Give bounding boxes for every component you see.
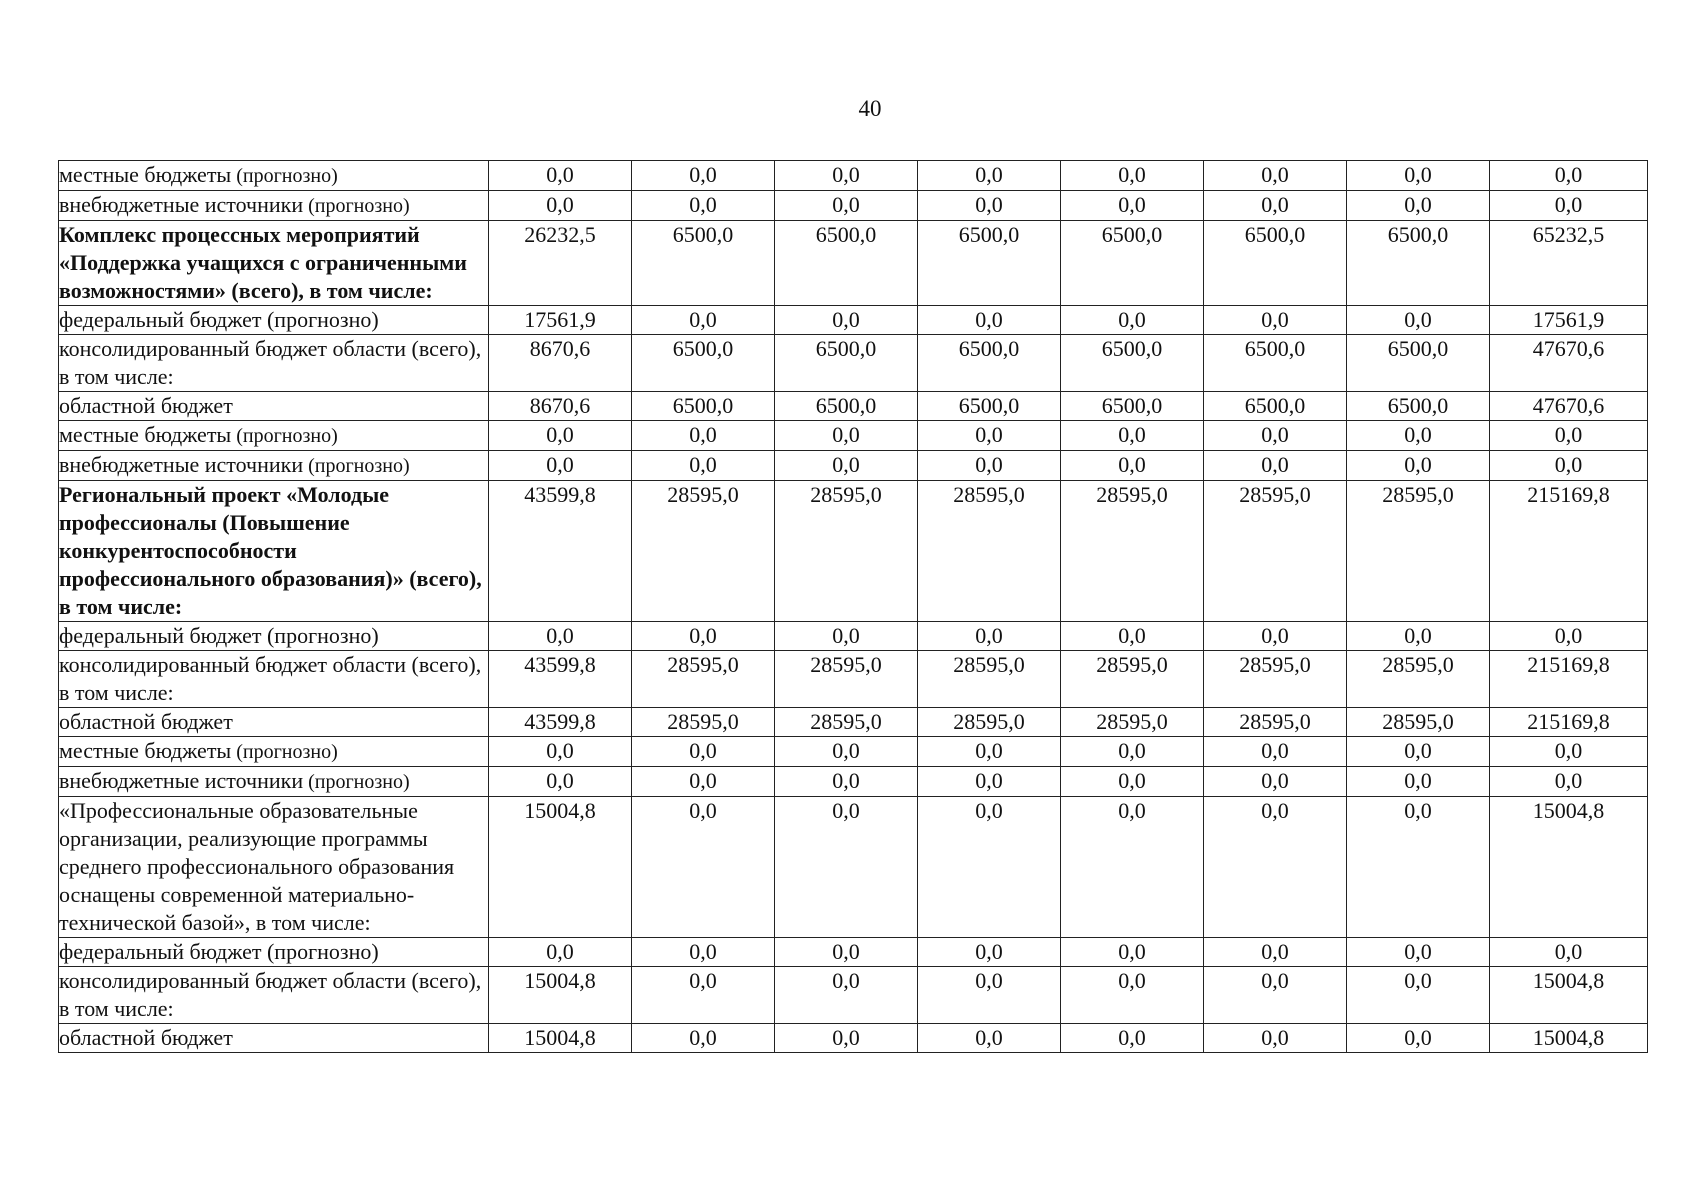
row-label [59, 306, 489, 335]
value-cell: 0,0 [1204, 1024, 1347, 1053]
value-cell: 15004,8 [489, 1024, 632, 1053]
row-label-note: (прогнозно) [231, 165, 338, 187]
value-cell: 0,0 [775, 161, 918, 191]
value-cell: 6500,0 [632, 392, 775, 421]
value-cell: 0,0 [1347, 1024, 1490, 1053]
value-cell: 6500,0 [1347, 392, 1490, 421]
table-row [59, 161, 1648, 191]
row-label [59, 967, 489, 1024]
value-cell: 28595,0 [632, 708, 775, 737]
value-cell: 0,0 [1347, 161, 1490, 191]
table-row [59, 481, 1648, 622]
value-cell: 0,0 [489, 767, 632, 797]
value-cell: 6500,0 [1347, 335, 1490, 392]
total-cell: 215169,8 [1490, 481, 1648, 622]
value-cell: 0,0 [1061, 421, 1204, 451]
value-cell: 6500,0 [1204, 335, 1347, 392]
row-label [59, 622, 489, 651]
row-label [59, 797, 489, 938]
value-cell: 6500,0 [918, 221, 1061, 306]
value-cell: 0,0 [1204, 938, 1347, 967]
value-cell: 0,0 [918, 797, 1061, 938]
table-row [59, 191, 1648, 221]
value-cell: 8670,6 [489, 392, 632, 421]
total-cell: 15004,8 [1490, 967, 1648, 1024]
value-cell: 0,0 [775, 191, 918, 221]
value-cell: 0,0 [918, 622, 1061, 651]
total-cell: 15004,8 [1490, 797, 1648, 938]
total-cell: 0,0 [1490, 622, 1648, 651]
row-label-note: (прогнозно) [303, 455, 410, 477]
value-cell: 0,0 [1204, 737, 1347, 767]
value-cell: 0,0 [489, 161, 632, 191]
page-number: 40 [858, 96, 882, 121]
table-row [59, 622, 1648, 651]
value-cell: 0,0 [1061, 451, 1204, 481]
value-cell: 0,0 [775, 767, 918, 797]
total-cell: 215169,8 [1490, 708, 1648, 737]
value-cell: 0,0 [918, 737, 1061, 767]
value-cell: 0,0 [632, 737, 775, 767]
table-row [59, 392, 1648, 421]
value-cell: 6500,0 [632, 221, 775, 306]
row-label-note: (прогнозно) [231, 425, 338, 447]
value-cell: 6500,0 [1061, 221, 1204, 306]
row-label [59, 938, 489, 967]
value-cell: 28595,0 [918, 481, 1061, 622]
row-label [59, 191, 489, 221]
row-label-text: внебюджетные источники [59, 768, 304, 793]
row-label [59, 481, 489, 622]
value-cell: 0,0 [1347, 797, 1490, 938]
value-cell: 26232,5 [489, 221, 632, 306]
value-cell: 0,0 [1204, 767, 1347, 797]
value-cell: 0,0 [1347, 306, 1490, 335]
value-cell: 28595,0 [1347, 651, 1490, 708]
table-row [59, 651, 1648, 708]
value-cell: 0,0 [1061, 767, 1204, 797]
value-cell: 28595,0 [775, 708, 918, 737]
row-label [59, 392, 489, 421]
table-row [59, 421, 1648, 451]
value-cell: 28595,0 [918, 651, 1061, 708]
value-cell: 0,0 [1204, 967, 1347, 1024]
value-cell: 6500,0 [775, 335, 918, 392]
value-cell: 0,0 [1061, 967, 1204, 1024]
total-cell: 47670,6 [1490, 392, 1648, 421]
value-cell: 43599,8 [489, 651, 632, 708]
value-cell: 0,0 [632, 622, 775, 651]
value-cell: 6500,0 [632, 335, 775, 392]
value-cell: 0,0 [775, 797, 918, 938]
total-cell: 0,0 [1490, 451, 1648, 481]
value-cell: 0,0 [1061, 737, 1204, 767]
value-cell: 0,0 [775, 967, 918, 1024]
value-cell: 0,0 [489, 622, 632, 651]
table-row [59, 797, 1648, 938]
row-label [59, 335, 489, 392]
row-label [59, 161, 489, 191]
value-cell: 0,0 [632, 1024, 775, 1053]
value-cell: 0,0 [775, 451, 918, 481]
table-row [59, 767, 1648, 797]
value-cell: 6500,0 [775, 221, 918, 306]
value-cell: 0,0 [775, 306, 918, 335]
total-cell: 0,0 [1490, 421, 1648, 451]
value-cell: 0,0 [489, 737, 632, 767]
value-cell: 0,0 [918, 451, 1061, 481]
row-label-text: местные бюджеты [59, 162, 232, 187]
value-cell: 0,0 [918, 421, 1061, 451]
row-label-text: областной бюджет [59, 393, 233, 418]
value-cell: 0,0 [1204, 191, 1347, 221]
value-cell: 6500,0 [918, 335, 1061, 392]
value-cell: 0,0 [632, 767, 775, 797]
row-label-note: (прогнозно) [303, 195, 410, 217]
budget-table-body [59, 161, 1648, 1053]
value-cell: 0,0 [918, 767, 1061, 797]
value-cell: 0,0 [632, 451, 775, 481]
value-cell: 0,0 [918, 938, 1061, 967]
value-cell: 6500,0 [775, 392, 918, 421]
value-cell: 0,0 [1061, 191, 1204, 221]
value-cell: 6500,0 [1204, 392, 1347, 421]
value-cell: 0,0 [632, 967, 775, 1024]
value-cell: 28595,0 [1204, 651, 1347, 708]
row-label-text: внебюджетные источники [59, 192, 304, 217]
total-cell: 0,0 [1490, 938, 1648, 967]
row-label [59, 221, 489, 306]
value-cell: 0,0 [1347, 938, 1490, 967]
table-row [59, 1024, 1648, 1053]
value-cell: 28595,0 [775, 651, 918, 708]
value-cell: 15004,8 [489, 797, 632, 938]
row-label-text: федеральный бюджет (прогнозно) [59, 307, 379, 332]
value-cell: 0,0 [775, 421, 918, 451]
row-label-text: Комплекс процессных мероприятий «Поддержка учащихся с ограниченными возможностями» (всего), в том числе: [59, 222, 467, 303]
value-cell: 0,0 [632, 191, 775, 221]
value-cell: 0,0 [1347, 967, 1490, 1024]
value-cell: 0,0 [489, 191, 632, 221]
row-label [59, 651, 489, 708]
value-cell: 0,0 [489, 421, 632, 451]
value-cell: 0,0 [1061, 622, 1204, 651]
value-cell: 0,0 [489, 451, 632, 481]
value-cell: 0,0 [918, 191, 1061, 221]
row-label-text: федеральный бюджет (прогнозно) [59, 939, 379, 964]
value-cell: 28595,0 [918, 708, 1061, 737]
value-cell: 28595,0 [775, 481, 918, 622]
table-row [59, 306, 1648, 335]
row-label [59, 1024, 489, 1053]
value-cell: 0,0 [489, 938, 632, 967]
value-cell: 0,0 [632, 938, 775, 967]
value-cell: 0,0 [632, 797, 775, 938]
value-cell: 0,0 [1204, 161, 1347, 191]
row-label [59, 708, 489, 737]
total-cell: 15004,8 [1490, 1024, 1648, 1053]
value-cell: 6500,0 [1061, 392, 1204, 421]
value-cell: 28595,0 [1061, 651, 1204, 708]
value-cell: 0,0 [918, 161, 1061, 191]
value-cell: 0,0 [1061, 161, 1204, 191]
row-label-text: областной бюджет [59, 709, 233, 734]
value-cell: 0,0 [775, 737, 918, 767]
value-cell: 43599,8 [489, 481, 632, 622]
row-label-text: «Профессиональные образовательные организации, реализующие программы среднего профессионального образования оснащены современной материально-технической базой», в том числе: [59, 798, 455, 935]
value-cell: 0,0 [1061, 306, 1204, 335]
value-cell: 28595,0 [1204, 708, 1347, 737]
value-cell: 0,0 [1347, 737, 1490, 767]
budget-table [58, 160, 1648, 1053]
value-cell: 28595,0 [632, 651, 775, 708]
row-label [59, 737, 489, 767]
table-row [59, 708, 1648, 737]
total-cell: 0,0 [1490, 191, 1648, 221]
table-row [59, 737, 1648, 767]
value-cell: 0,0 [1347, 622, 1490, 651]
row-label-note: (прогнозно) [303, 771, 410, 793]
value-cell: 0,0 [1061, 1024, 1204, 1053]
value-cell: 15004,8 [489, 967, 632, 1024]
value-cell: 43599,8 [489, 708, 632, 737]
table-row [59, 451, 1648, 481]
value-cell: 0,0 [918, 1024, 1061, 1053]
value-cell: 0,0 [1347, 451, 1490, 481]
value-cell: 0,0 [1347, 421, 1490, 451]
value-cell: 0,0 [775, 622, 918, 651]
value-cell: 0,0 [1204, 797, 1347, 938]
row-label-text: областной бюджет [59, 1025, 233, 1050]
row-label-text: Региональный проект «Молодые профессионалы (Повышение конкурентоспособности профессионального образования)» (всего), в том числе: [59, 482, 482, 619]
row-label-text: федеральный бюджет (прогнозно) [59, 623, 379, 648]
total-cell: 215169,8 [1490, 651, 1648, 708]
row-label-text: местные бюджеты [59, 422, 232, 447]
row-label-text: консолидированный бюджет области (всего), в том числе: [59, 968, 482, 1021]
table-row [59, 335, 1648, 392]
value-cell: 28595,0 [1347, 481, 1490, 622]
row-label-note: (прогнозно) [231, 741, 338, 763]
value-cell: 0,0 [1061, 797, 1204, 938]
value-cell: 0,0 [1204, 306, 1347, 335]
value-cell: 28595,0 [1347, 708, 1490, 737]
value-cell: 0,0 [632, 306, 775, 335]
value-cell: 28595,0 [632, 481, 775, 622]
total-cell: 0,0 [1490, 767, 1648, 797]
value-cell: 0,0 [632, 161, 775, 191]
row-label [59, 767, 489, 797]
value-cell: 0,0 [1347, 191, 1490, 221]
value-cell: 6500,0 [1347, 221, 1490, 306]
value-cell: 0,0 [1061, 938, 1204, 967]
table-row [59, 221, 1648, 306]
value-cell: 0,0 [1204, 451, 1347, 481]
total-cell: 17561,9 [1490, 306, 1648, 335]
row-label-text: консолидированный бюджет области (всего), в том числе: [59, 336, 482, 389]
value-cell: 0,0 [918, 967, 1061, 1024]
total-cell: 65232,5 [1490, 221, 1648, 306]
value-cell: 6500,0 [918, 392, 1061, 421]
value-cell: 28595,0 [1061, 708, 1204, 737]
row-label [59, 451, 489, 481]
value-cell: 0,0 [632, 421, 775, 451]
value-cell: 17561,9 [489, 306, 632, 335]
value-cell: 8670,6 [489, 335, 632, 392]
value-cell: 28595,0 [1061, 481, 1204, 622]
row-label-text: внебюджетные источники [59, 452, 304, 477]
table-row [59, 938, 1648, 967]
value-cell: 0,0 [1347, 767, 1490, 797]
value-cell: 28595,0 [1204, 481, 1347, 622]
row-label-text: консолидированный бюджет области (всего), в том числе: [59, 652, 482, 705]
row-label-text: местные бюджеты [59, 738, 232, 763]
value-cell: 0,0 [775, 938, 918, 967]
value-cell: 0,0 [1204, 421, 1347, 451]
value-cell: 6500,0 [1061, 335, 1204, 392]
total-cell: 47670,6 [1490, 335, 1648, 392]
value-cell: 6500,0 [1204, 221, 1347, 306]
value-cell: 0,0 [918, 306, 1061, 335]
value-cell: 0,0 [775, 1024, 918, 1053]
row-label [59, 421, 489, 451]
value-cell: 0,0 [1204, 622, 1347, 651]
total-cell: 0,0 [1490, 161, 1648, 191]
total-cell: 0,0 [1490, 737, 1648, 767]
table-row [59, 967, 1648, 1024]
